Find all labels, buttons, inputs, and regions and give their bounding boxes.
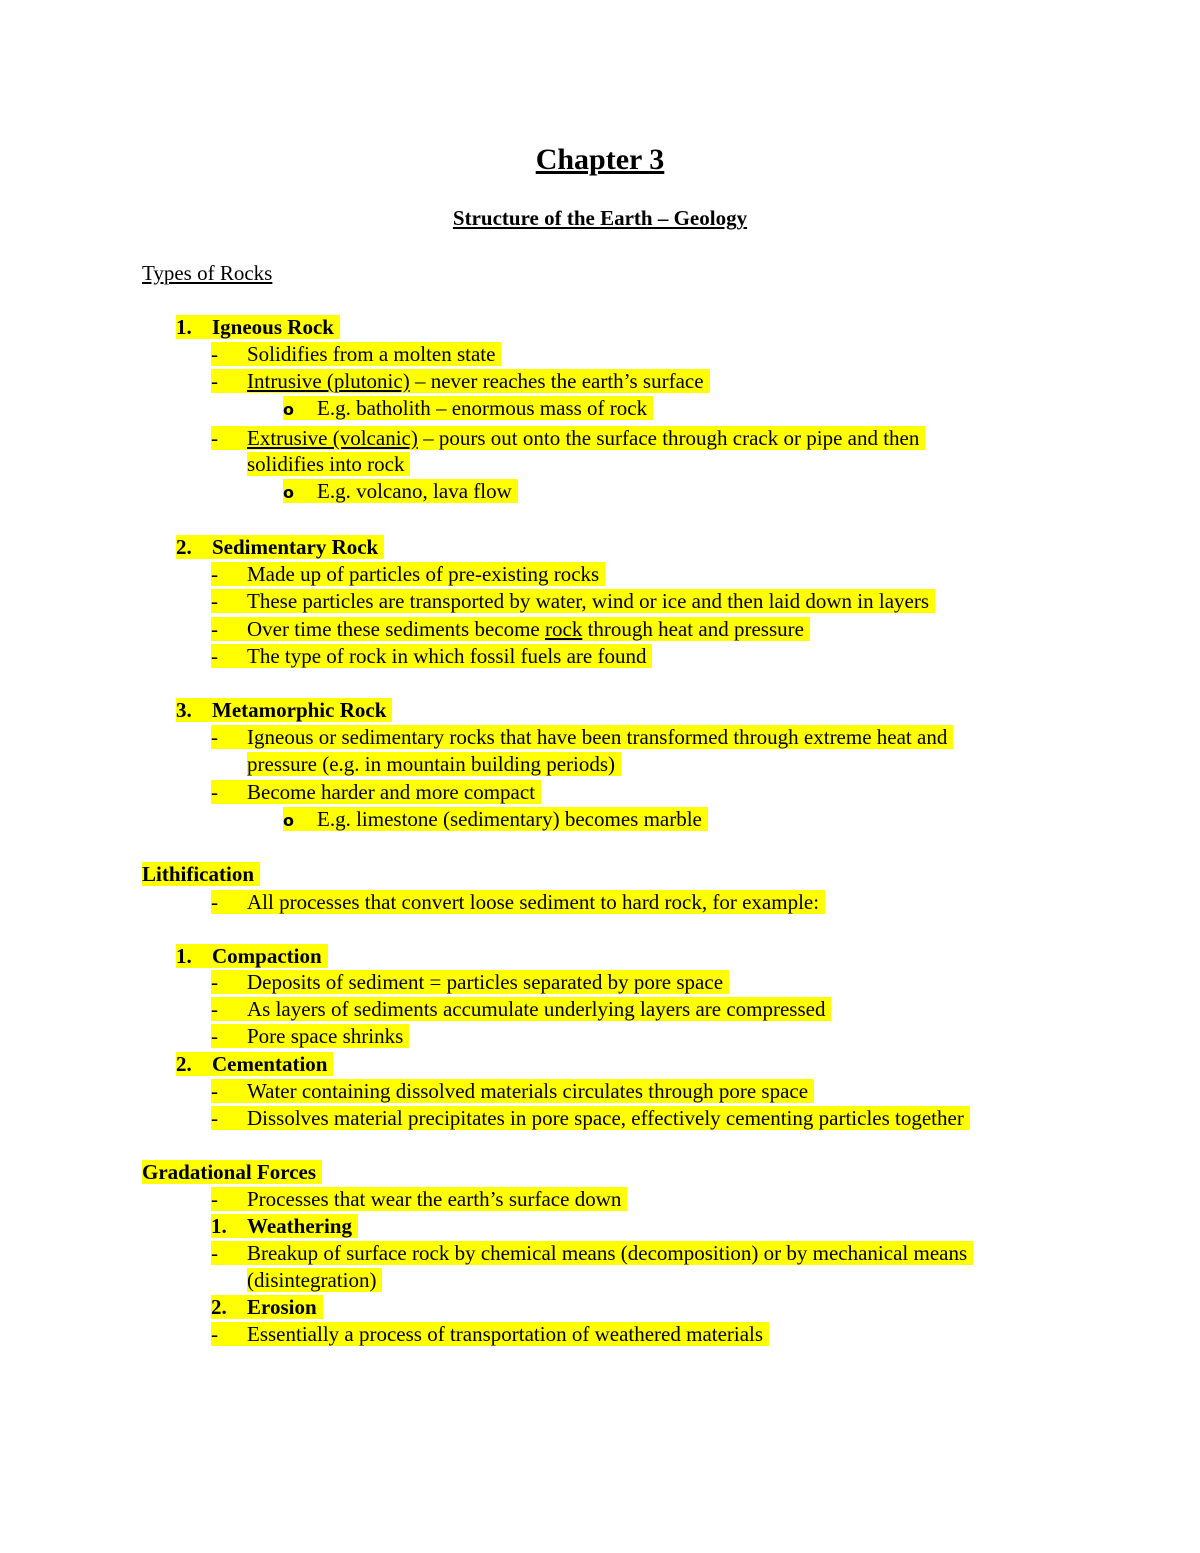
- gradational-point-1: Processes that wear the earth’s surface down: [247, 1187, 622, 1211]
- dash-bullet: -: [211, 970, 218, 994]
- sedimentary-point-4: The type of rock in which fossil fuels are found: [247, 644, 647, 668]
- dash-bullet: -: [211, 1241, 218, 1265]
- dash-bullet: -: [211, 1106, 218, 1130]
- list-item: [211, 724, 953, 750]
- list-number: 3.: [176, 698, 192, 722]
- sub-list-item: [283, 806, 708, 834]
- igneous-heading-line: [176, 314, 340, 340]
- compaction-point-3: Pore space shrinks: [247, 1024, 404, 1048]
- dash-bullet: -: [211, 617, 218, 641]
- extrusive-example: E.g. volcano, lava flow: [317, 479, 512, 503]
- extrusive-definition-cont: solidifies into rock: [247, 452, 410, 476]
- dash-bullet: -: [211, 426, 218, 450]
- list-item: [211, 561, 605, 587]
- dash-bullet: -: [211, 342, 218, 366]
- dash-bullet: -: [211, 1079, 218, 1103]
- list-item: [211, 616, 810, 642]
- cementation-point-2: Dissolves material precipitates in pore space, effectively cementing particles together: [247, 1106, 964, 1130]
- list-number: 1.: [176, 944, 192, 968]
- list-number: 1.: [211, 1214, 227, 1238]
- list-item: [211, 588, 935, 614]
- list-item: [211, 969, 729, 995]
- list-item-continuation: [247, 1267, 382, 1293]
- weathering-point-1: Breakup of surface rock by chemical means (decomposition) or by mechanical means: [247, 1241, 968, 1265]
- metamorphic-point-1: Igneous or sedimentary rocks that have been transformed through extreme heat and: [247, 725, 948, 749]
- list-item: [211, 779, 541, 805]
- list-number: 2.: [211, 1295, 227, 1319]
- intrusive-term: Intrusive (plutonic): [247, 369, 410, 393]
- circle-bullet: o: [283, 400, 294, 419]
- list-item: [211, 643, 652, 669]
- list-item: [211, 1240, 973, 1266]
- metamorphic-heading-line: [176, 697, 392, 723]
- igneous-point-1: Solidifies from a molten state: [247, 342, 496, 366]
- dash-bullet: -: [211, 589, 218, 613]
- metamorphic-heading: Metamorphic Rock: [212, 698, 387, 722]
- list-item: [211, 1078, 814, 1104]
- sedimentary-point-3-pre: Over time these sediments become: [247, 617, 545, 641]
- dash-bullet: -: [211, 725, 218, 749]
- list-number: 2.: [176, 535, 192, 559]
- dash-bullet: -: [211, 997, 218, 1021]
- list-item: [211, 341, 501, 367]
- lithification-heading-line: [142, 861, 260, 887]
- metamorphic-example: E.g. limestone (sedimentary) becomes marble: [317, 807, 702, 831]
- erosion-point-1: Essentially a process of transportation of weathered materials: [247, 1322, 764, 1346]
- igneous-heading: Igneous Rock: [212, 315, 334, 339]
- list-item: [211, 1321, 769, 1347]
- intrusive-definition: – never reaches the earth’s surface: [409, 369, 704, 393]
- list-item: [211, 368, 710, 394]
- dash-bullet: -: [211, 644, 218, 668]
- lithification-heading: Lithification: [142, 862, 260, 886]
- sedimentary-point-1: Made up of particles of pre-existing rocks: [247, 562, 600, 586]
- compaction-point-2: As layers of sediments accumulate underlying layers are compressed: [247, 997, 826, 1021]
- extrusive-term: Extrusive (volcanic): [247, 426, 418, 450]
- circle-bullet: o: [283, 811, 294, 830]
- sedimentary-point-3-post: through heat and pressure: [582, 617, 804, 641]
- list-item: [211, 1105, 970, 1131]
- list-item-continuation: [247, 451, 410, 477]
- list-item: [211, 1023, 409, 1049]
- cementation-heading: Cementation: [212, 1052, 328, 1076]
- list-item-continuation: [247, 751, 621, 777]
- metamorphic-point-2: Become harder and more compact: [247, 780, 536, 804]
- dash-bullet: -: [211, 1322, 218, 1346]
- gradational-heading: Gradational Forces: [142, 1160, 322, 1184]
- compaction-heading-line: [176, 943, 328, 969]
- sedimentary-heading: Sedimentary Rock: [212, 535, 379, 559]
- list-item: [211, 425, 925, 451]
- dash-bullet: -: [211, 369, 218, 393]
- circle-bullet: o: [283, 483, 294, 502]
- dash-bullet: -: [211, 780, 218, 804]
- cementation-point-1: Water containing dissolved materials circulates through pore space: [247, 1079, 809, 1103]
- page-title: Chapter 3: [535, 143, 665, 176]
- list-item: [211, 889, 825, 915]
- sedimentary-point-2: These particles are transported by water, wind or ice and then laid down in layers: [247, 589, 929, 613]
- compaction-point-1: Deposits of sediment = particles separated by pore space: [247, 970, 724, 994]
- sub-list-item: [283, 395, 653, 423]
- weathering-point-1-cont: (disintegration): [247, 1268, 382, 1292]
- weathering-heading-line: [211, 1213, 358, 1239]
- sub-list-item: [283, 478, 518, 506]
- dash-bullet: -: [211, 1187, 218, 1211]
- list-number: 2.: [176, 1052, 192, 1076]
- dash-bullet: -: [211, 890, 218, 914]
- weathering-heading: Weathering: [247, 1214, 352, 1238]
- dash-bullet: -: [211, 562, 218, 586]
- list-item: [211, 1186, 627, 1212]
- dash-bullet: -: [211, 1024, 218, 1048]
- rock-term: rock: [545, 617, 583, 641]
- extrusive-definition: – pours out onto the surface through crack or pipe and then: [417, 426, 920, 450]
- intrusive-example: E.g. batholith – enormous mass of rock: [317, 396, 648, 420]
- gradational-heading-line: [142, 1159, 322, 1185]
- list-number: 1.: [176, 315, 192, 339]
- erosion-heading-line: [211, 1294, 323, 1320]
- section-heading-types-of-rocks: Types of Rocks: [142, 261, 273, 285]
- page-subtitle: Structure of the Earth – Geology: [452, 206, 748, 230]
- list-item: [211, 996, 831, 1022]
- erosion-heading: Erosion: [247, 1295, 317, 1319]
- lithification-point-1: All processes that convert loose sediment to hard rock, for example:: [247, 890, 820, 914]
- metamorphic-point-1-cont: pressure (e.g. in mountain building periods): [247, 752, 621, 776]
- sedimentary-heading-line: [176, 534, 384, 560]
- cementation-heading-line: [176, 1051, 333, 1077]
- compaction-heading: Compaction: [212, 944, 322, 968]
